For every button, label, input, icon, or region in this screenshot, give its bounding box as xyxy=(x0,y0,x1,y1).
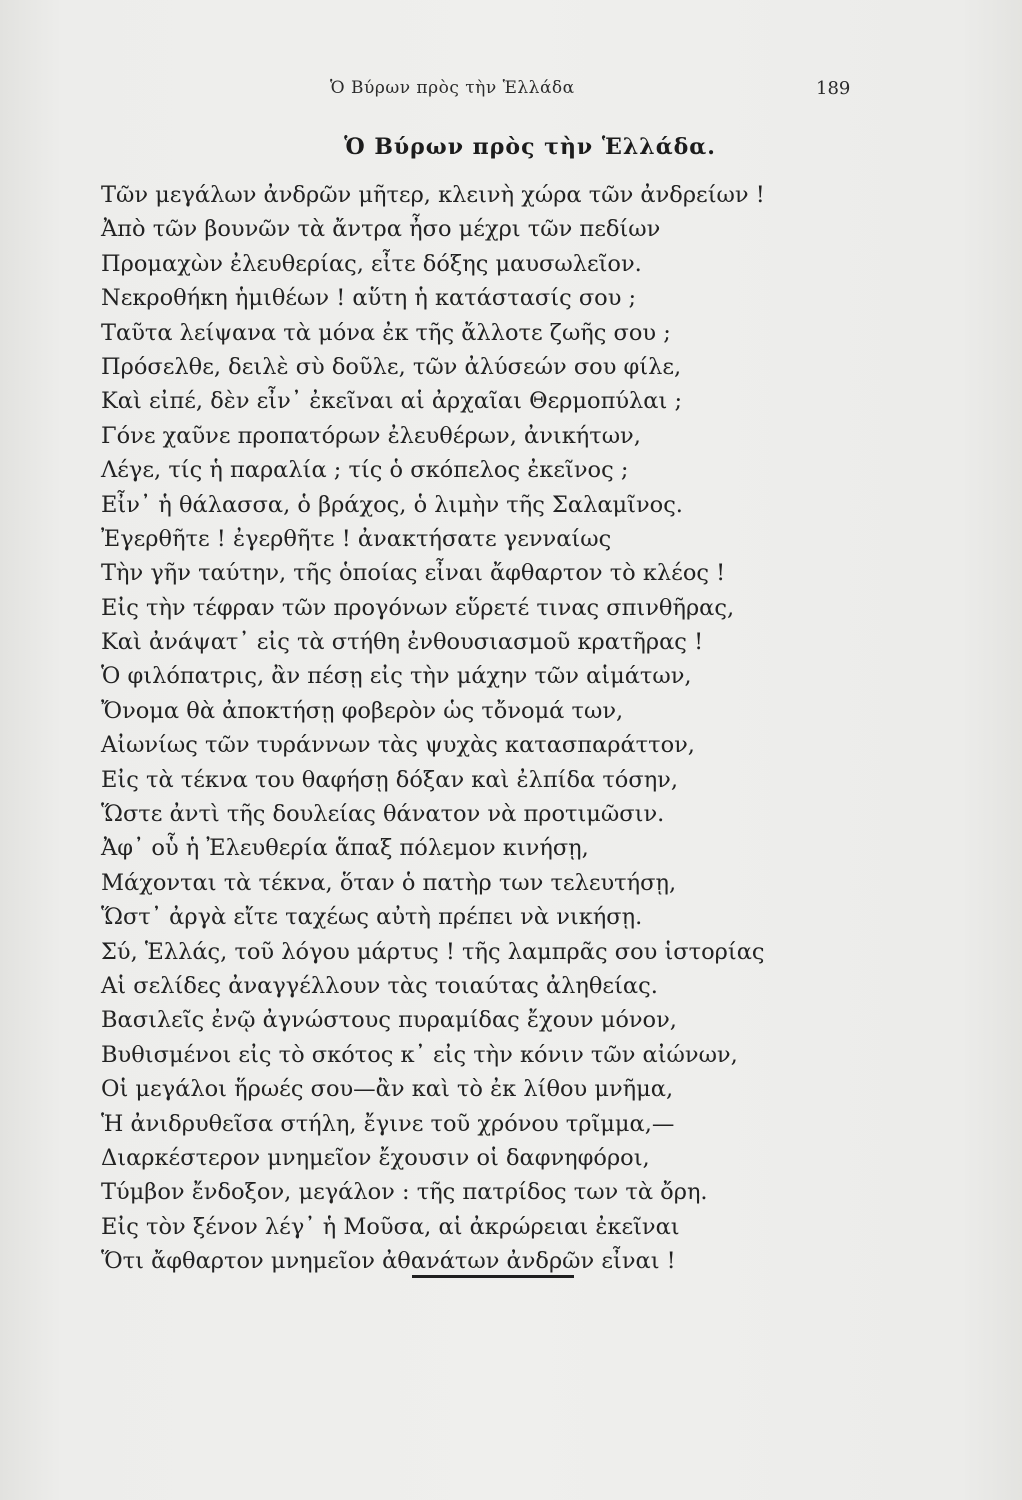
poem-line: Ὅτι ἄφθαρτον μνημεῖον ἀθανάτων ἀνδρῶν εἶναι ! xyxy=(101,1248,676,1275)
poem-line: Τὴν γῆν ταύτην, τῆς ὁποίας εἶναι ἄφθαρτον τὸ κλέος ! xyxy=(101,560,726,587)
end-rule xyxy=(412,1275,574,1278)
poem-line: Ὥστ᾽ ἀργὰ εἴτε ταχέως αὐτὴ πρέπει νὰ νικήσῃ. xyxy=(101,904,643,931)
poem-line: Οἱ μεγάλοι ἥρωές σου—ἂν καὶ τὸ ἐκ λίθου μνῆμα, xyxy=(101,1076,674,1103)
poem-line: Ἡ ἀνιδρυθεῖσα στήλη, ἔγινε τοῦ χρόνου τρῖμμα,— xyxy=(101,1110,675,1137)
poem-line: Λέγε, τίς ἡ παραλία ; τίς ὁ σκόπελος ἐκεῖνος ; xyxy=(101,457,629,484)
poem-line: Εἰς τὴν τέφραν τῶν προγόνων εὕρετέ τινας σπινθῆρας, xyxy=(101,594,735,621)
poem-line: Εἰς τὸν ξένον λέγ᾽ ἡ Μοῦσα, αἱ ἀκρώρειαι ἐκεῖναι xyxy=(101,1213,680,1240)
poem-line: Ἐγερθῆτε ! ἐγερθῆτε ! ἀνακτήσατε γενναίως xyxy=(101,525,612,552)
poem-title: Ὁ Βύρων πρὸς τὴν Ἑλλάδα. xyxy=(344,134,716,160)
poem-line: Αἱ σελίδες ἀναγγέλλουν τὰς τοιαύτας ἀληθείας. xyxy=(101,972,658,999)
poem-line: Μάχονται τὰ τέκνα, ὅταν ὁ πατὴρ των τελευτήσῃ, xyxy=(101,869,677,896)
poem-line: Εἰς τὰ τέκνα του θαφήσῃ δόξαν καὶ ἐλπίδα τόσην, xyxy=(101,766,679,793)
poem-line: Ἀπὸ τῶν βουνῶν τὰ ἄντρα ἦσο μέχρι τῶν πεδίων xyxy=(101,216,661,243)
running-header xyxy=(0,78,1022,102)
poem-line: Βυθισμένοι εἰς τὸ σκότος κ᾽ εἰς τὴν κόνιν τῶν αἰώνων, xyxy=(101,1041,738,1068)
poem-body xyxy=(101,178,841,1279)
poem-line: Τῶν μεγάλων ἀνδρῶν μῆτερ, κλεινὴ χώρα τῶν ἀνδρείων ! xyxy=(101,182,765,208)
poem-line: Ὁ φιλόπατρις, ἂν πέσῃ εἰς τὴν μάχην τῶν αἱμάτων, xyxy=(101,663,692,690)
page-number: 189 xyxy=(816,78,851,99)
poem-line: Αἰωνίως τῶν τυράννων τὰς ψυχὰς κατασπαράττον, xyxy=(101,732,695,759)
poem-line: Καὶ εἰπέ, δὲν εἶν᾽ ἐκεῖναι αἱ ἀρχαῖαι Θερμοπύλαι ; xyxy=(101,388,683,415)
poem-line: Πρόσελθε, δειλὲ σὺ δοῦλε, τῶν ἀλύσεών σου φίλε, xyxy=(101,353,682,380)
poem-line: Προμαχὼν ἐλευθερίας, εἶτε δόξης μαυσωλεῖον. xyxy=(101,250,642,277)
poem-line: Διαρκέστερον μνημεῖον ἔχουσιν οἱ δαφνηφόροι, xyxy=(101,1144,650,1171)
poem-line: Καὶ ἀνάψατ᾽ εἰς τὰ στήθη ἐνθουσιασμοῦ κρατῆρας ! xyxy=(101,629,704,656)
poem-line: Ταῦτα λείψανα τὰ μόνα ἐκ τῆς ἄλλοτε ζωῆς σου ; xyxy=(101,319,671,346)
poem-line: Ἀφ᾽ οὗ ἡ Ἐλευθερία ἅπαξ πόλεμον κινήσῃ, xyxy=(101,835,589,862)
poem-line: Σύ, Ἑλλάς, τοῦ λόγου μάρτυς ! τῆς λαμπρᾶς σου ἱστορίας xyxy=(101,938,765,965)
poem-line: Εἶν᾽ ἡ θάλασσα, ὁ βράχος, ὁ λιμὴν τῆς Σαλαμῖνος. xyxy=(101,491,683,518)
poem-line: Τύμβον ἔνδοξον, μεγάλον : τῆς πατρίδος των τὰ ὄρη. xyxy=(101,1179,708,1206)
poem-line: Ὥστε ἀντὶ τῆς δουλείας θάνατον νὰ προτιμῶσιν. xyxy=(101,801,665,828)
poem-line: Νεκροθήκη ἡμιθέων ! αὕτη ἡ κατάστασίς σου ; xyxy=(101,285,637,312)
poem-line: Γόνε χαῦνε προπατόρων ἐλευθέρων, ἀνικήτων, xyxy=(101,422,641,449)
poem-line: Βασιλεῖς ἐνῷ ἀγνώστους πυραμίδας ἔχουν μόνον, xyxy=(101,1007,677,1034)
running-title: Ὁ Βύρων πρὸς τὴν Ἑλλάδα xyxy=(330,78,575,98)
poem-line: Ὄνομα θὰ ἀποκτήσῃ φοβερὸν ὡς τὄνομά των, xyxy=(101,697,624,724)
